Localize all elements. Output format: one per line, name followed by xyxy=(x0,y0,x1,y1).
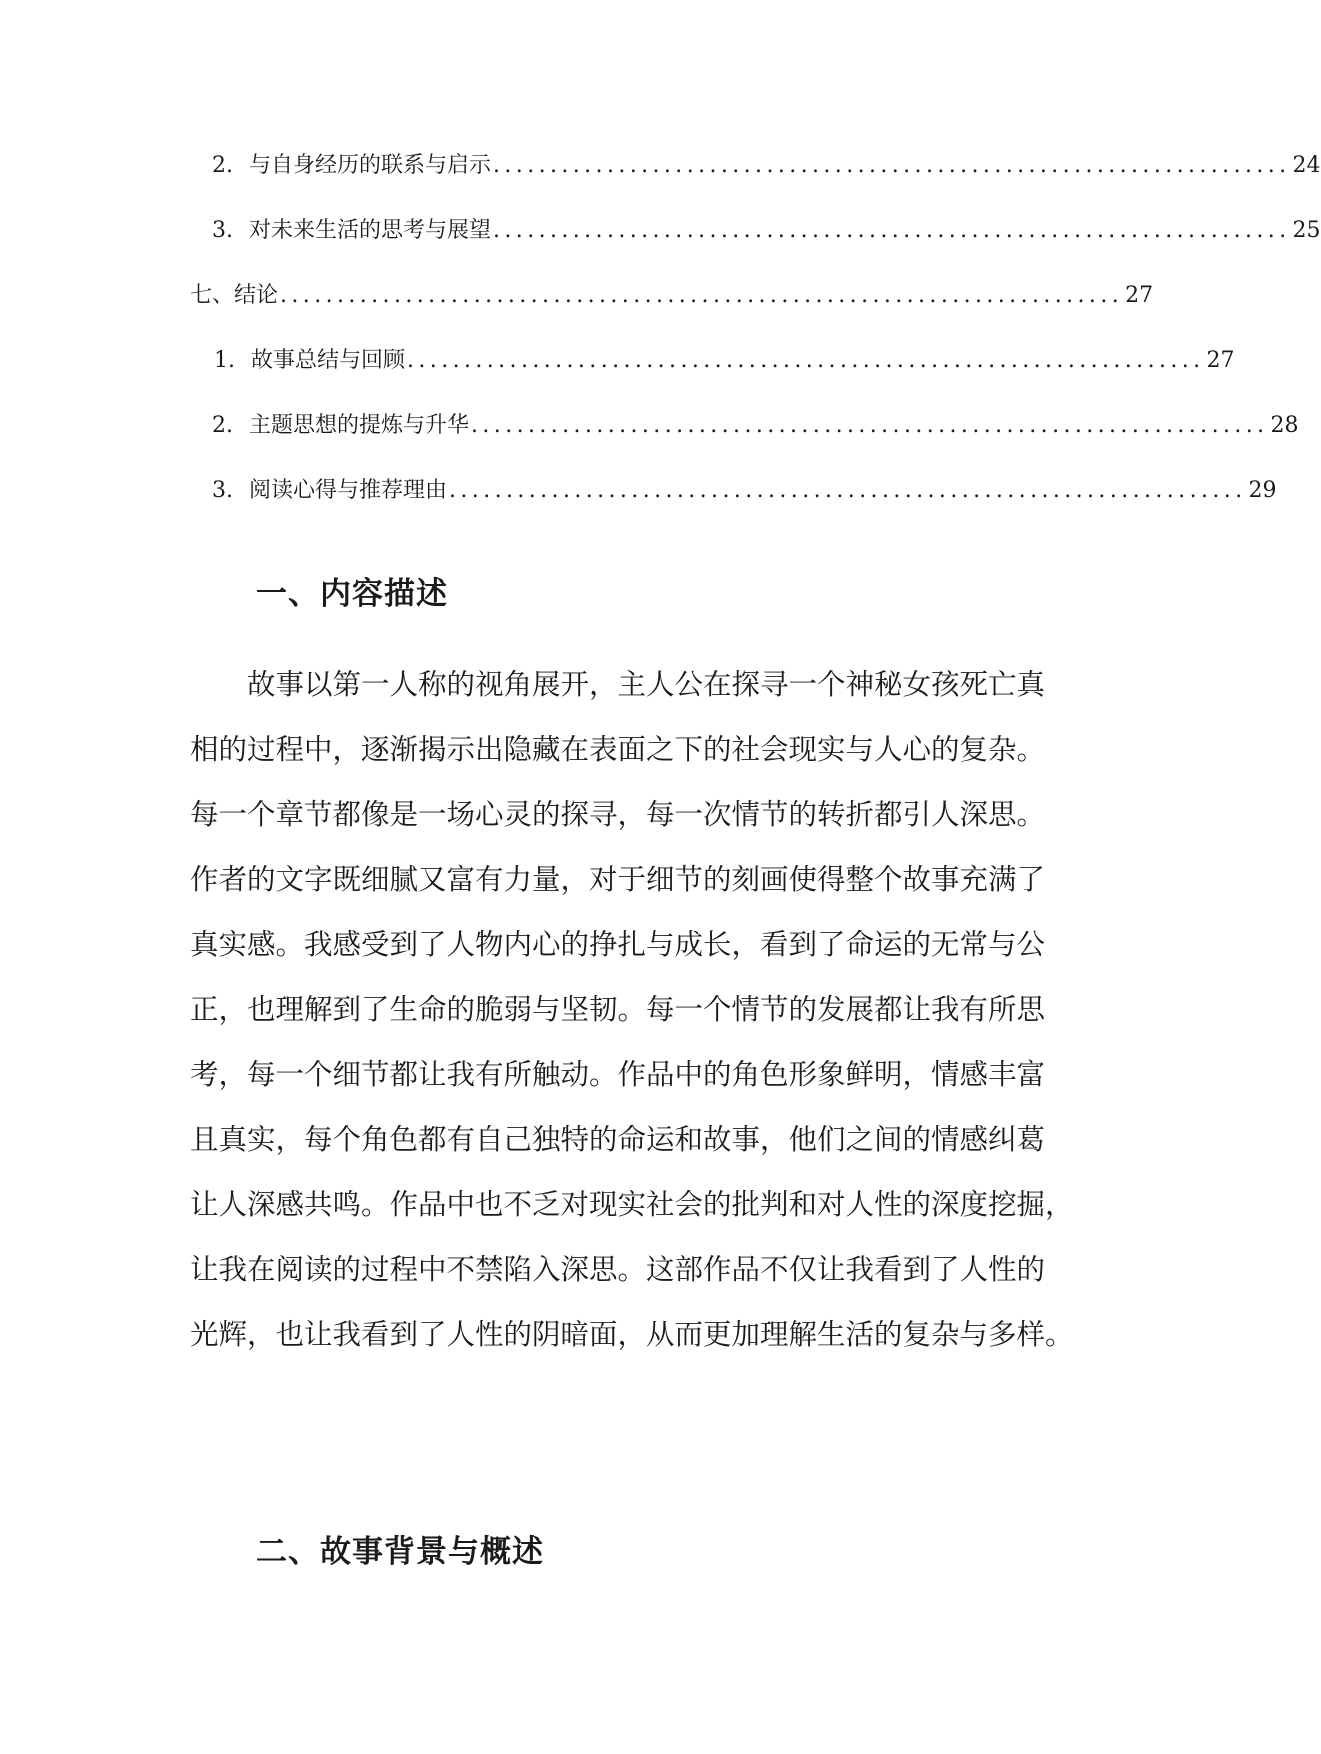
toc-entry-title: 与自身经历的联系与启示 xyxy=(249,153,492,178)
toc-entry-page: 27 xyxy=(1125,283,1154,308)
toc-entry-number: 2. xyxy=(212,153,233,178)
toc-entry-title: 故事总结与回顾 xyxy=(251,348,406,373)
toc-entry-number: 3. xyxy=(212,218,233,243)
toc-leader-dots: .......................................................................... xyxy=(280,283,1124,308)
section-heading: 二、故事背景与概述 xyxy=(256,1534,544,1570)
toc-entry-page: 29 xyxy=(1248,478,1277,503)
paragraph-line: 真实感。我感受到了人物内心的挣扎与成长，看到了命运的无常与公 xyxy=(190,928,1046,961)
toc-entry[interactable] xyxy=(214,341,1235,381)
paragraph-line: 光辉，也让我看到了人性的阴暗面，从而更加理解生活的复杂与多样。 xyxy=(190,1318,1074,1351)
paragraph-line: 让人深感共鸣。作品中也不乏对现实社会的批判和对人性的深度挖掘， xyxy=(190,1188,1074,1221)
toc-leader-dots: ...................................................................... xyxy=(493,153,1291,178)
paragraph-line: 每一个章节都像是一场心灵的探寻，每一次情节的转折都引人深思。 xyxy=(190,798,1046,831)
toc-entry-page: 27 xyxy=(1206,348,1235,373)
toc-entry-page: 24 xyxy=(1292,153,1321,178)
toc-leader-dots: ...................................................................... xyxy=(471,413,1269,438)
toc-leader-dots: ...................................................................... xyxy=(493,218,1291,243)
toc-entry-page: 28 xyxy=(1270,413,1299,438)
paragraph-line: 故事以第一人称的视角展开，主人公在探寻一个神秘女孩死亡真 xyxy=(247,668,1046,701)
toc-entry[interactable] xyxy=(212,146,1321,186)
toc-entry-number: 2. xyxy=(212,413,233,438)
section-heading: 一、内容描述 xyxy=(256,576,448,612)
paragraph-line: 考，每一个细节都让我有所触动。作品中的角色形象鲜明，情感丰富 xyxy=(190,1058,1046,1091)
paragraph-line: 正，也理解到了生命的脆弱与坚韧。每一个情节的发展都让我有所思 xyxy=(190,993,1046,1026)
toc-entry-number: 3. xyxy=(212,478,233,503)
toc-entry-number: 1. xyxy=(214,348,235,373)
toc-entry-title: 主题思想的提炼与升华 xyxy=(249,413,470,438)
toc-entry-title: 阅读心得与推荐理由 xyxy=(249,478,448,503)
paragraph-line: 相的过程中，逐渐揭示出隐藏在表面之下的社会现实与人心的复杂。 xyxy=(190,733,1046,766)
paragraph-line: 作者的文字既细腻又富有力量，对于细节的刻画使得整个故事充满了 xyxy=(190,863,1046,896)
toc-entry[interactable] xyxy=(212,406,1299,446)
toc-entry[interactable] xyxy=(212,471,1277,511)
toc-entry-page: 25 xyxy=(1292,218,1321,243)
body-paragraph xyxy=(190,652,1074,1367)
paragraph-line: 让我在阅读的过程中不禁陷入深思。这部作品不仅让我看到了人性的 xyxy=(190,1253,1046,1286)
toc-entry[interactable] xyxy=(190,276,1154,316)
toc-entry-title: 对未来生活的思考与展望 xyxy=(249,218,492,243)
toc-entry-title: 七、结论 xyxy=(190,283,279,308)
paragraph-line: 且真实，每个角色都有自己独特的命运和故事，他们之间的情感纠葛 xyxy=(190,1123,1046,1156)
toc-leader-dots: ...................................................................... xyxy=(449,478,1247,503)
toc-leader-dots: ...................................................................... xyxy=(407,348,1205,373)
toc-entry[interactable] xyxy=(212,211,1321,251)
